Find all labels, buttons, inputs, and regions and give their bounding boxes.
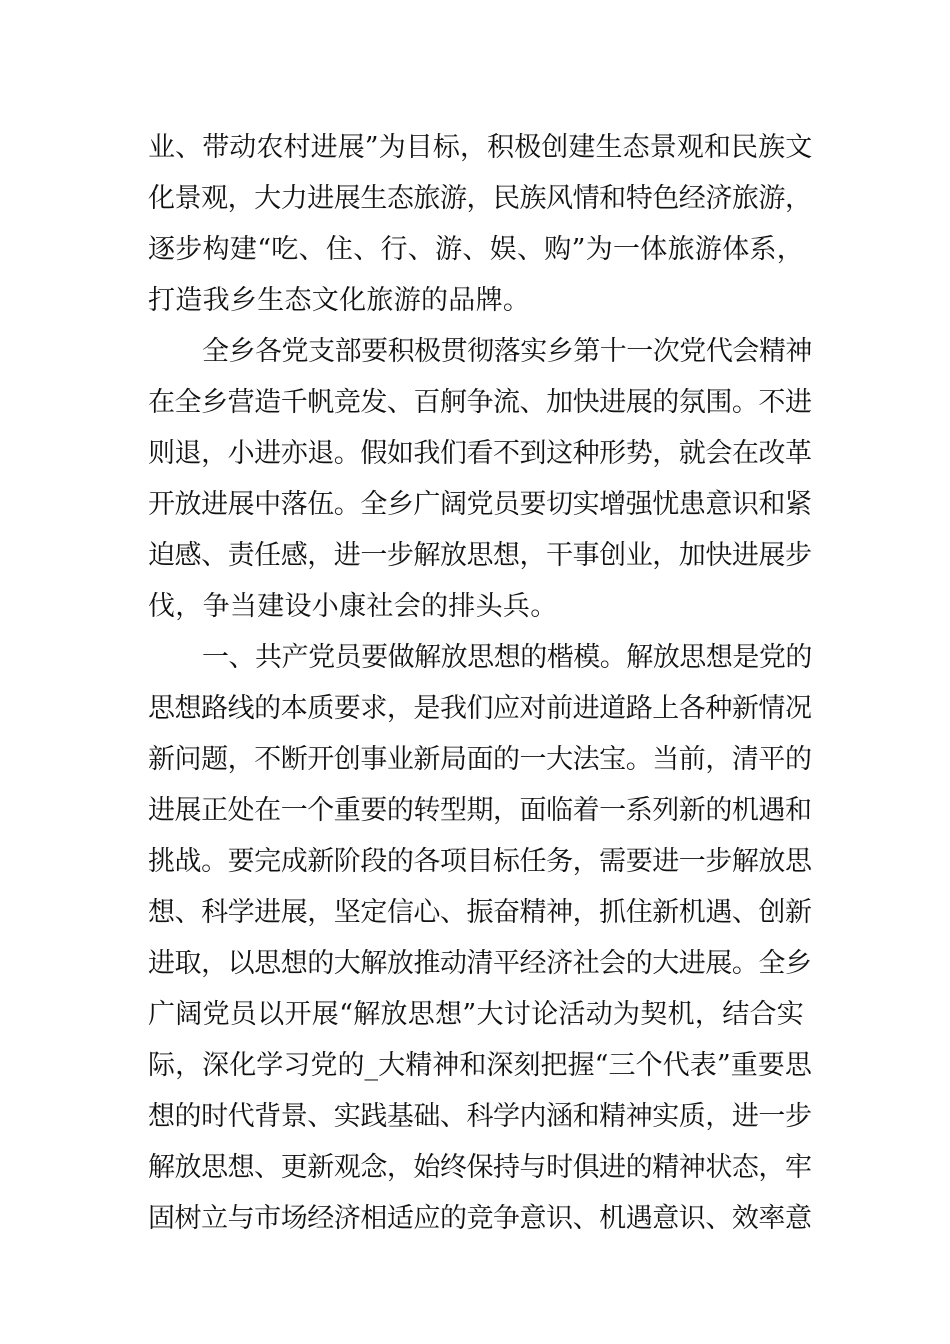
paragraph-3-line-11: 解放思想、更新观念，始终保持与时俱进的精神状态，牢 (148, 1152, 812, 1183)
paragraph-1-line-3: 逐步构建“吃、住、行、游、娱、购”为一体旅游体系， (148, 234, 805, 265)
paragraph-1-line-4: 打造我乡生态文化旅游的品牌。 (148, 285, 531, 316)
paragraph-3-line-9: 际，深化学习党的_大精神和深刻把握“三个代表”重要思 (148, 1050, 812, 1081)
paragraph-2-line-5: 迫感、责任感，进一步解放思想，干事创业，加快进展步 (148, 540, 812, 571)
paragraph-2-line-6: 伐，争当建设小康社会的排头兵。 (148, 591, 558, 622)
paragraph-3-line-2: 思想路线的本质要求，是我们应对前进道路上各种新情况 (148, 693, 812, 724)
paragraph-3-line-5: 挑战。要完成新阶段的各项目标任务，需要进一步解放思 (148, 846, 812, 877)
paragraph-2-line-1: 全乡各党支部要积极贯彻落实乡第十一次党代会精神 (202, 336, 812, 367)
paragraph-1-line-1: 业、带动农村进展”为目标，积极创建生态景观和民族文 (148, 132, 813, 163)
paragraph-3-line-12: 固树立与市场经济相适应的竞争意识、机遇意识、效率意 (148, 1203, 812, 1234)
paragraph-3-line-3: 新问题，不断开创事业新局面的一大法宝。当前，清平的 (148, 744, 812, 775)
paragraph-1-line-2: 化景观，大力进展生态旅游，民族风情和特色经济旅游， (148, 183, 812, 214)
paragraph-3-line-8: 广阔党员以开展“解放思想”大讨论活动为契机，结合实 (148, 999, 805, 1030)
paragraph-3-line-1: 一、共产党员要做解放思想的楷模。解放思想是党的 (202, 642, 812, 673)
paragraph-3-line-4: 进展正处在一个重要的转型期，面临着一系列新的机遇和 (148, 795, 812, 826)
paragraph-2-line-2: 在全乡营造千帆竞发、百舸争流、加快进展的氛围。不进 (148, 387, 812, 418)
paragraph-2-line-4: 开放进展中落伍。全乡广阔党员要切实增强忧患意识和紧 (148, 489, 812, 520)
paragraph-3-line-6: 想、科学进展，坚定信心、振奋精神，抓住新机遇、创新 (148, 897, 812, 928)
paragraph-3-line-10: 想的时代背景、实践基础、科学内涵和精神实质，进一步 (148, 1101, 812, 1132)
paragraph-2-line-3: 则退，小进亦退。假如我们看不到这种形势，就会在改革 (148, 438, 812, 469)
paragraph-3-line-7: 进取，以思想的大解放推动清平经济社会的大进展。全乡 (148, 948, 812, 979)
